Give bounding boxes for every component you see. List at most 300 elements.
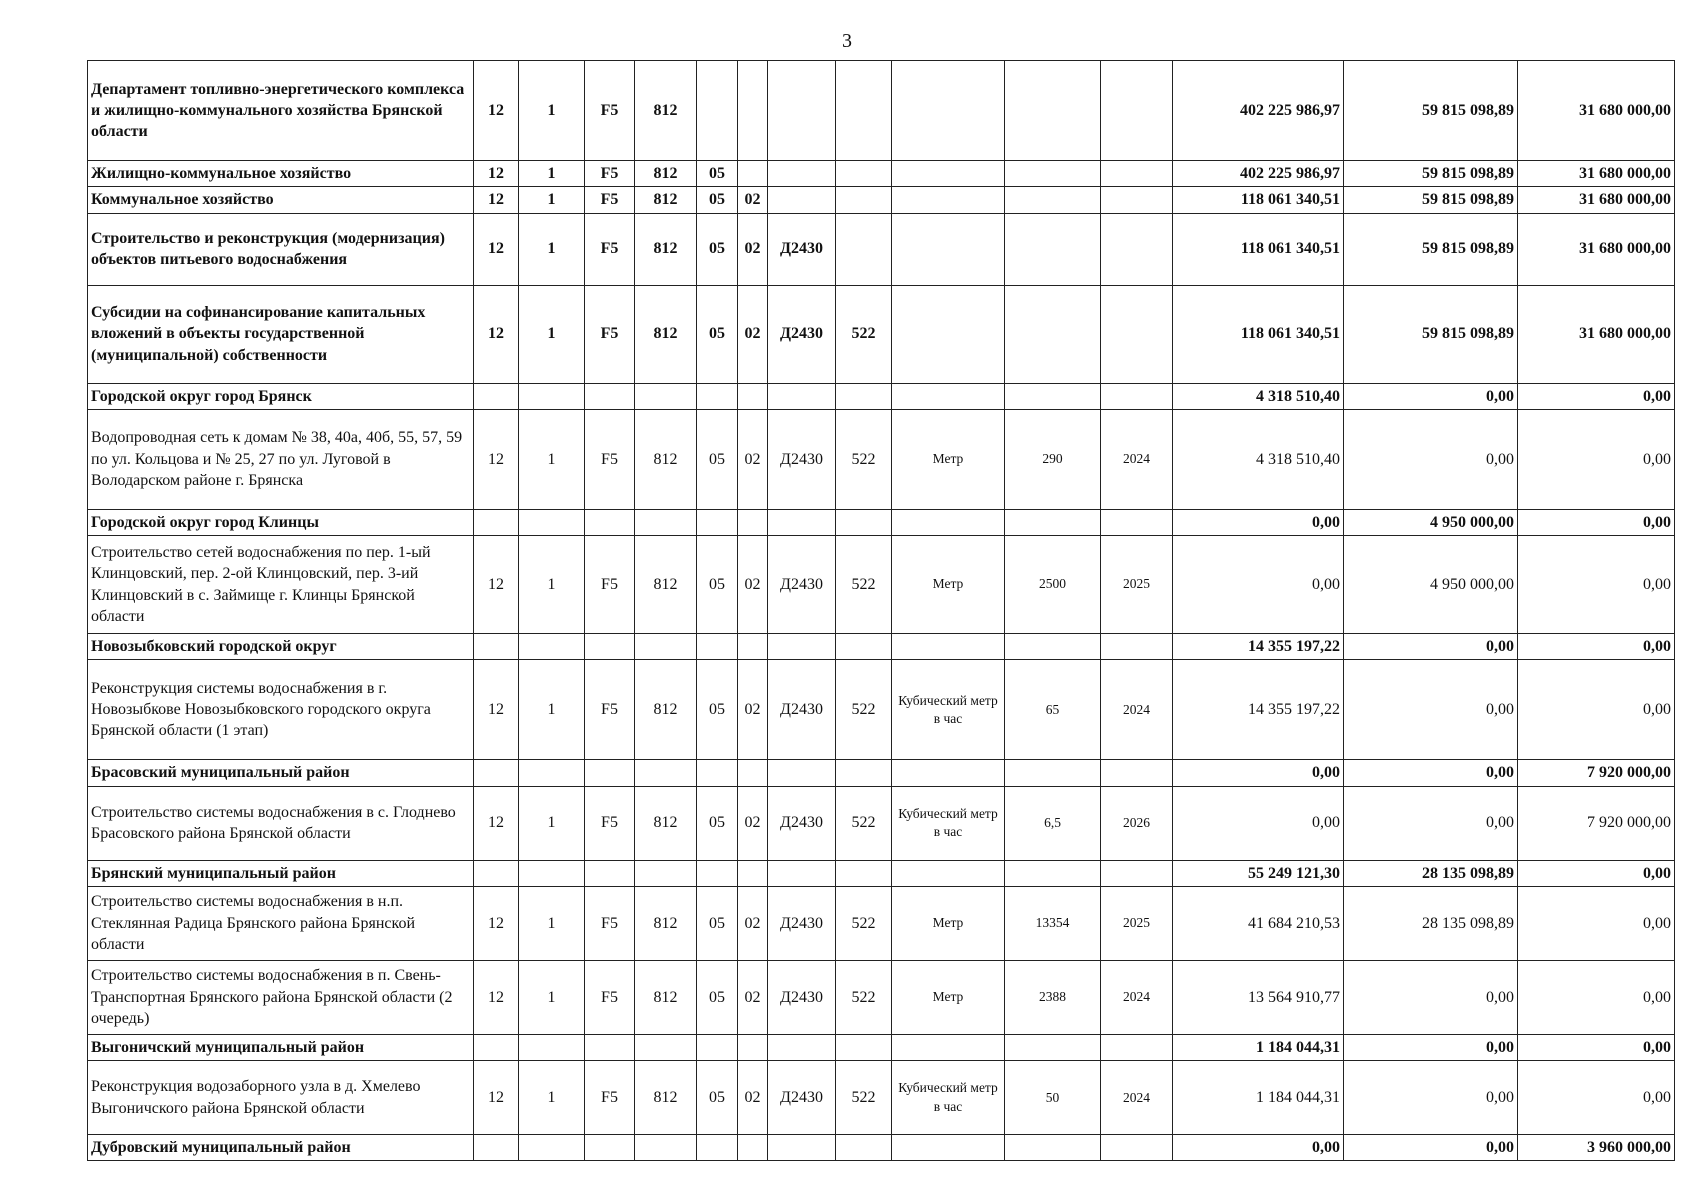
- table-cell: [768, 1034, 836, 1060]
- budget-table-body: [88, 61, 1675, 1161]
- budget-table: [87, 60, 1675, 1161]
- table-cell: [1005, 61, 1101, 161]
- table-cell: 1: [519, 213, 585, 285]
- table-cell: 0,00: [1344, 634, 1518, 660]
- table-cell: F5: [585, 409, 635, 509]
- table-cell: [1101, 187, 1173, 213]
- table-cell: [474, 860, 519, 886]
- table-row: [88, 786, 1675, 860]
- table-cell: F5: [585, 285, 635, 383]
- table-cell: [836, 1135, 892, 1161]
- table-cell: [697, 634, 738, 660]
- table-cell: 31 680 000,00: [1518, 187, 1675, 213]
- table-row: [88, 886, 1675, 960]
- table-cell: 0,00: [1518, 860, 1675, 886]
- table-cell: [474, 1135, 519, 1161]
- table-cell: 0,00: [1344, 960, 1518, 1034]
- table-cell: 4 950 000,00: [1344, 536, 1518, 634]
- table-cell: 02: [738, 187, 768, 213]
- table-cell: [738, 634, 768, 660]
- table-cell: 402 225 986,97: [1173, 161, 1344, 187]
- table-cell: 7 920 000,00: [1518, 786, 1675, 860]
- table-cell: [1005, 634, 1101, 660]
- table-cell: 0,00: [1518, 1034, 1675, 1060]
- row-name-cell: Водопроводная сеть к домам № 38, 40а, 40б, 55, 57, 59 по ул. Кольцова и № 25, 27 по ул. Луговой в Володарском районе г. Брянска: [88, 409, 474, 509]
- table-cell: 1: [519, 409, 585, 509]
- table-cell: 2025: [1101, 886, 1173, 960]
- table-cell: 2500: [1005, 536, 1101, 634]
- table-cell: [768, 161, 836, 187]
- table-cell: [738, 61, 768, 161]
- table-cell: 522: [836, 536, 892, 634]
- table-cell: [585, 509, 635, 535]
- table-cell: [768, 1135, 836, 1161]
- table-cell: F5: [585, 61, 635, 161]
- table-cell: [768, 187, 836, 213]
- table-cell: 1: [519, 536, 585, 634]
- table-cell: [474, 383, 519, 409]
- table-cell: 402 225 986,97: [1173, 61, 1344, 161]
- table-cell: 02: [738, 1061, 768, 1135]
- table-cell: [697, 860, 738, 886]
- table-cell: 1: [519, 1061, 585, 1135]
- table-cell: Кубический метр в час: [892, 1061, 1005, 1135]
- row-name-cell: Строительство системы водоснабжения в п. Свень-Транспортная Брянского района Брянской области (2 очередь): [88, 960, 474, 1034]
- table-cell: [892, 1135, 1005, 1161]
- table-cell: Кубический метр в час: [892, 660, 1005, 760]
- table-cell: [836, 1034, 892, 1060]
- table-cell: 0,00: [1344, 1034, 1518, 1060]
- table-cell: 1: [519, 285, 585, 383]
- table-cell: 812: [635, 660, 697, 760]
- table-cell: 05: [697, 960, 738, 1034]
- table-cell: 0,00: [1518, 660, 1675, 760]
- table-cell: 812: [635, 161, 697, 187]
- table-cell: [1005, 509, 1101, 535]
- table-cell: [892, 760, 1005, 786]
- table-cell: 1 184 044,31: [1173, 1061, 1344, 1135]
- table-cell: 4 950 000,00: [1344, 509, 1518, 535]
- table-cell: 0,00: [1344, 1061, 1518, 1135]
- table-cell: 522: [836, 285, 892, 383]
- table-cell: 4 318 510,40: [1173, 383, 1344, 409]
- table-cell: 2024: [1101, 409, 1173, 509]
- table-row: [88, 760, 1675, 786]
- table-cell: [585, 634, 635, 660]
- table-row: [88, 860, 1675, 886]
- row-name-cell: Строительство системы водоснабжения в с. Глоднево Брасовского района Брянской области: [88, 786, 474, 860]
- table-row: [88, 161, 1675, 187]
- table-cell: 0,00: [1518, 409, 1675, 509]
- table-cell: [519, 509, 585, 535]
- table-cell: [585, 1034, 635, 1060]
- table-cell: 2024: [1101, 960, 1173, 1034]
- table-cell: Метр: [892, 536, 1005, 634]
- table-cell: 812: [635, 285, 697, 383]
- table-row: [88, 1061, 1675, 1135]
- table-cell: 2026: [1101, 786, 1173, 860]
- table-cell: Д2430: [768, 1061, 836, 1135]
- table-cell: 02: [738, 886, 768, 960]
- table-cell: [836, 161, 892, 187]
- table-cell: [836, 860, 892, 886]
- table-cell: [1101, 285, 1173, 383]
- row-name-cell: Строительство сетей водоснабжения по пер. 1-ый Клинцовский, пер. 2-ой Клинцовский, пер. 3-ий Клинцовский в с. Займище г. Клинцы Брянской области: [88, 536, 474, 634]
- table-cell: [635, 760, 697, 786]
- table-cell: 0,00: [1173, 760, 1344, 786]
- table-row: [88, 509, 1675, 535]
- table-cell: Метр: [892, 886, 1005, 960]
- table-cell: Д2430: [768, 409, 836, 509]
- table-cell: 12: [474, 285, 519, 383]
- table-cell: 0,00: [1344, 760, 1518, 786]
- row-name-cell: Реконструкция водозаборного узла в д. Хмелево Выгоничского района Брянской области: [88, 1061, 474, 1135]
- table-cell: 812: [635, 213, 697, 285]
- table-cell: [1005, 860, 1101, 886]
- table-cell: 2024: [1101, 660, 1173, 760]
- table-cell: 02: [738, 960, 768, 1034]
- table-cell: [892, 634, 1005, 660]
- table-row: [88, 383, 1675, 409]
- table-cell: F5: [585, 187, 635, 213]
- table-cell: 7 920 000,00: [1518, 760, 1675, 786]
- table-cell: 31 680 000,00: [1518, 61, 1675, 161]
- table-cell: [1101, 634, 1173, 660]
- table-cell: [768, 383, 836, 409]
- table-cell: [635, 1135, 697, 1161]
- table-cell: [738, 383, 768, 409]
- table-cell: [1005, 187, 1101, 213]
- table-cell: 05: [697, 213, 738, 285]
- table-cell: [697, 61, 738, 161]
- table-cell: 522: [836, 886, 892, 960]
- table-cell: [892, 285, 1005, 383]
- table-cell: 59 815 098,89: [1344, 187, 1518, 213]
- table-cell: 59 815 098,89: [1344, 213, 1518, 285]
- table-cell: 0,00: [1518, 1061, 1675, 1135]
- table-cell: 55 249 121,30: [1173, 860, 1344, 886]
- table-cell: [768, 61, 836, 161]
- table-cell: 05: [697, 660, 738, 760]
- table-cell: [519, 760, 585, 786]
- table-cell: [474, 1034, 519, 1060]
- table-cell: 02: [738, 285, 768, 383]
- table-cell: Д2430: [768, 213, 836, 285]
- table-cell: [697, 1135, 738, 1161]
- table-cell: 12: [474, 161, 519, 187]
- table-cell: 14 355 197,22: [1173, 660, 1344, 760]
- table-cell: [1005, 213, 1101, 285]
- table-cell: 12: [474, 213, 519, 285]
- table-cell: [585, 860, 635, 886]
- table-cell: 12: [474, 886, 519, 960]
- table-cell: 1: [519, 886, 585, 960]
- table-cell: [1101, 1034, 1173, 1060]
- table-cell: 05: [697, 285, 738, 383]
- table-cell: 0,00: [1344, 383, 1518, 409]
- table-cell: 4 318 510,40: [1173, 409, 1344, 509]
- table-row: [88, 1034, 1675, 1060]
- table-cell: [697, 383, 738, 409]
- table-cell: 0,00: [1518, 536, 1675, 634]
- table-cell: 0,00: [1344, 660, 1518, 760]
- table-cell: 13 564 910,77: [1173, 960, 1344, 1034]
- table-cell: F5: [585, 886, 635, 960]
- table-cell: 812: [635, 187, 697, 213]
- table-cell: [474, 760, 519, 786]
- table-cell: 1: [519, 660, 585, 760]
- table-cell: [836, 187, 892, 213]
- table-cell: 05: [697, 886, 738, 960]
- table-cell: 05: [697, 786, 738, 860]
- table-cell: [768, 760, 836, 786]
- table-cell: [892, 509, 1005, 535]
- table-cell: 812: [635, 536, 697, 634]
- table-cell: F5: [585, 213, 635, 285]
- table-cell: [1005, 1135, 1101, 1161]
- table-cell: [635, 1034, 697, 1060]
- table-cell: [1101, 1135, 1173, 1161]
- row-name-cell: Строительство и реконструкция (модернизация) объектов питьевого водоснабжения: [88, 213, 474, 285]
- table-cell: 13354: [1005, 886, 1101, 960]
- table-cell: 1: [519, 960, 585, 1034]
- table-cell: 522: [836, 786, 892, 860]
- table-cell: 02: [738, 660, 768, 760]
- table-cell: Д2430: [768, 960, 836, 1034]
- table-cell: F5: [585, 536, 635, 634]
- table-cell: [738, 760, 768, 786]
- table-cell: F5: [585, 1061, 635, 1135]
- row-name-cell: Брянский муниципальный район: [88, 860, 474, 886]
- table-row: [88, 960, 1675, 1034]
- table-row: [88, 634, 1675, 660]
- table-cell: 812: [635, 1061, 697, 1135]
- table-cell: 812: [635, 886, 697, 960]
- table-cell: 05: [697, 161, 738, 187]
- row-name-cell: Строительство системы водоснабжения в н.п. Стеклянная Радица Брянского района Брянской области: [88, 886, 474, 960]
- table-cell: 12: [474, 960, 519, 1034]
- table-cell: 12: [474, 187, 519, 213]
- row-name-cell: Департамент топливно-энергетического комплекса и жилищно-коммунального хозяйства Брянской области: [88, 61, 474, 161]
- table-row: [88, 285, 1675, 383]
- table-cell: [836, 509, 892, 535]
- table-cell: [519, 1135, 585, 1161]
- table-cell: 31 680 000,00: [1518, 213, 1675, 285]
- table-cell: Д2430: [768, 660, 836, 760]
- table-cell: 05: [697, 409, 738, 509]
- table-cell: [892, 213, 1005, 285]
- table-cell: [474, 634, 519, 660]
- table-cell: 0,00: [1518, 960, 1675, 1034]
- table-cell: Метр: [892, 409, 1005, 509]
- table-cell: [836, 61, 892, 161]
- table-cell: 31 680 000,00: [1518, 161, 1675, 187]
- table-cell: [585, 383, 635, 409]
- table-row: [88, 187, 1675, 213]
- table-cell: [738, 509, 768, 535]
- table-cell: Д2430: [768, 536, 836, 634]
- table-cell: Кубический метр в час: [892, 786, 1005, 860]
- row-name-cell: Городской округ город Клинцы: [88, 509, 474, 535]
- table-cell: 12: [474, 786, 519, 860]
- table-cell: [585, 1135, 635, 1161]
- table-cell: 0,00: [1173, 1135, 1344, 1161]
- table-row: [88, 409, 1675, 509]
- table-cell: 12: [474, 660, 519, 760]
- table-cell: [1101, 509, 1173, 535]
- table-cell: [1005, 161, 1101, 187]
- table-cell: Д2430: [768, 786, 836, 860]
- table-cell: 0,00: [1518, 634, 1675, 660]
- table-cell: [1101, 61, 1173, 161]
- row-name-cell: Реконструкция системы водоснабжения в г. Новозыбкове Новозыбковского городского округа Брянской области (1 этап): [88, 660, 474, 760]
- table-cell: 1 184 044,31: [1173, 1034, 1344, 1060]
- table-cell: 0,00: [1173, 536, 1344, 634]
- table-cell: [474, 509, 519, 535]
- row-name-cell: Городской округ город Брянск: [88, 383, 474, 409]
- table-cell: 59 815 098,89: [1344, 61, 1518, 161]
- table-cell: [697, 1034, 738, 1060]
- table-cell: 0,00: [1173, 509, 1344, 535]
- table-cell: 31 680 000,00: [1518, 285, 1675, 383]
- table-row: [88, 61, 1675, 161]
- table-cell: [1005, 383, 1101, 409]
- table-cell: 05: [697, 536, 738, 634]
- table-row: [88, 660, 1675, 760]
- table-cell: 2388: [1005, 960, 1101, 1034]
- table-cell: F5: [585, 786, 635, 860]
- table-cell: [697, 509, 738, 535]
- table-cell: 0,00: [1518, 509, 1675, 535]
- table-cell: [768, 860, 836, 886]
- table-cell: 118 061 340,51: [1173, 213, 1344, 285]
- table-cell: [1101, 760, 1173, 786]
- table-cell: [697, 760, 738, 786]
- table-cell: [892, 161, 1005, 187]
- table-cell: Д2430: [768, 886, 836, 960]
- table-cell: 812: [635, 409, 697, 509]
- table-cell: [635, 509, 697, 535]
- table-cell: 28 135 098,89: [1344, 860, 1518, 886]
- table-cell: [519, 860, 585, 886]
- table-cell: 05: [697, 1061, 738, 1135]
- table-cell: [892, 187, 1005, 213]
- table-cell: [635, 383, 697, 409]
- table-cell: 59 815 098,89: [1344, 285, 1518, 383]
- table-cell: 0,00: [1518, 886, 1675, 960]
- table-cell: 14 355 197,22: [1173, 634, 1344, 660]
- table-cell: 290: [1005, 409, 1101, 509]
- table-cell: [836, 760, 892, 786]
- table-cell: [738, 161, 768, 187]
- table-cell: F5: [585, 960, 635, 1034]
- table-cell: 522: [836, 1061, 892, 1135]
- table-cell: 59 815 098,89: [1344, 161, 1518, 187]
- table-cell: 28 135 098,89: [1344, 886, 1518, 960]
- table-cell: 12: [474, 1061, 519, 1135]
- table-cell: 522: [836, 960, 892, 1034]
- table-cell: 812: [635, 61, 697, 161]
- table-cell: 2024: [1101, 1061, 1173, 1135]
- table-cell: 118 061 340,51: [1173, 285, 1344, 383]
- row-name-cell: Жилищно-коммунальное хозяйство: [88, 161, 474, 187]
- table-cell: 50: [1005, 1061, 1101, 1135]
- table-cell: 522: [836, 409, 892, 509]
- table-cell: [892, 860, 1005, 886]
- table-cell: [738, 1034, 768, 1060]
- table-cell: [519, 1034, 585, 1060]
- row-name-cell: Выгоничский муниципальный район: [88, 1034, 474, 1060]
- table-cell: 41 684 210,53: [1173, 886, 1344, 960]
- row-name-cell: Субсидии на софинансирование капитальных вложений в объекты государственной (муниципальной) собственности: [88, 285, 474, 383]
- table-cell: 65: [1005, 660, 1101, 760]
- table-cell: 1: [519, 61, 585, 161]
- page-number: 3: [842, 30, 852, 52]
- table-cell: [519, 383, 585, 409]
- table-cell: 0,00: [1344, 786, 1518, 860]
- table-cell: Метр: [892, 960, 1005, 1034]
- table-cell: [1101, 383, 1173, 409]
- row-name-cell: Дубровский муниципальный район: [88, 1135, 474, 1161]
- table-cell: 0,00: [1173, 786, 1344, 860]
- table-cell: [1101, 860, 1173, 886]
- table-cell: 12: [474, 536, 519, 634]
- table-cell: 812: [635, 960, 697, 1034]
- table-row: [88, 536, 1675, 634]
- table-cell: [836, 634, 892, 660]
- table-row: [88, 1135, 1675, 1161]
- table-cell: Д2430: [768, 285, 836, 383]
- table-cell: F5: [585, 161, 635, 187]
- table-cell: [1005, 285, 1101, 383]
- table-cell: 1: [519, 161, 585, 187]
- table-cell: 0,00: [1518, 383, 1675, 409]
- table-cell: 6,5: [1005, 786, 1101, 860]
- table-cell: [738, 860, 768, 886]
- table-cell: [1005, 760, 1101, 786]
- table-cell: [836, 213, 892, 285]
- table-cell: [836, 383, 892, 409]
- table-cell: 812: [635, 786, 697, 860]
- table-cell: 3 960 000,00: [1518, 1135, 1675, 1161]
- table-cell: 02: [738, 786, 768, 860]
- table-cell: 2025: [1101, 536, 1173, 634]
- table-cell: [892, 1034, 1005, 1060]
- table-cell: [585, 760, 635, 786]
- table-cell: [738, 1135, 768, 1161]
- table-cell: 0,00: [1344, 1135, 1518, 1161]
- row-name-cell: Брасовский муниципальный район: [88, 760, 474, 786]
- table-cell: 02: [738, 536, 768, 634]
- table-cell: F5: [585, 660, 635, 760]
- row-name-cell: Коммунальное хозяйство: [88, 187, 474, 213]
- table-cell: [768, 634, 836, 660]
- table-cell: 118 061 340,51: [1173, 187, 1344, 213]
- table-cell: [635, 860, 697, 886]
- row-name-cell: Новозыбковский городской округ: [88, 634, 474, 660]
- table-cell: [892, 383, 1005, 409]
- table-row: [88, 213, 1675, 285]
- table-cell: 1: [519, 786, 585, 860]
- table-cell: [1101, 213, 1173, 285]
- table-cell: 12: [474, 61, 519, 161]
- table-cell: [1005, 1034, 1101, 1060]
- table-cell: 0,00: [1344, 409, 1518, 509]
- table-cell: 522: [836, 660, 892, 760]
- table-cell: [635, 634, 697, 660]
- table-cell: [768, 509, 836, 535]
- table-cell: 1: [519, 187, 585, 213]
